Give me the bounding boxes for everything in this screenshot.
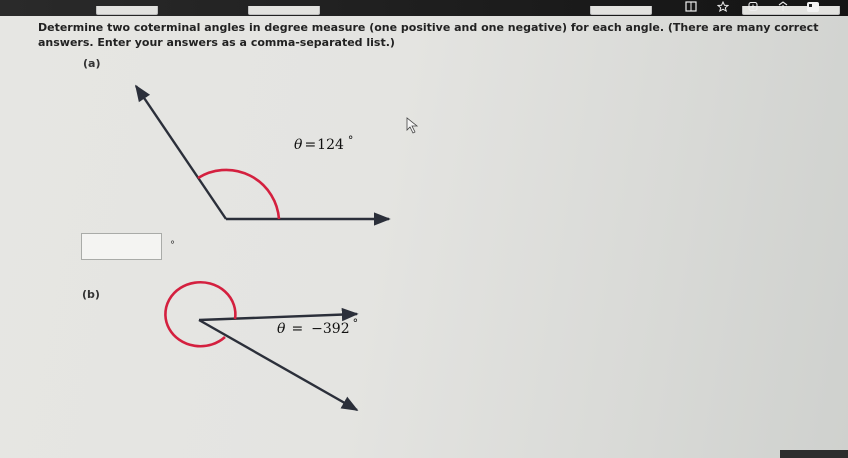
question-prompt: Determine two coterminal angles in degree measure (one positive and one negative) for each angle. (There are many correct answers. Enter your answers as a comma-separated list.) bbox=[38, 21, 819, 49]
angle-diagram-a bbox=[136, 86, 389, 219]
angle-label-b: θ = −392 ° bbox=[277, 317, 359, 337]
answer-unit-a: ° bbox=[170, 240, 175, 251]
angle-diagram-b bbox=[165, 282, 358, 410]
initial-ray bbox=[199, 314, 357, 320]
answer-input-a[interactable] bbox=[81, 233, 162, 260]
angle-label-a: θ =124 ° bbox=[294, 134, 354, 153]
taskbar-fragment bbox=[780, 450, 848, 458]
part-b-label: (b) bbox=[82, 288, 100, 301]
angle-arc bbox=[165, 282, 235, 346]
part-a-label: (a) bbox=[83, 57, 101, 70]
terminal-ray bbox=[136, 86, 226, 219]
cursor-icon bbox=[407, 118, 417, 133]
